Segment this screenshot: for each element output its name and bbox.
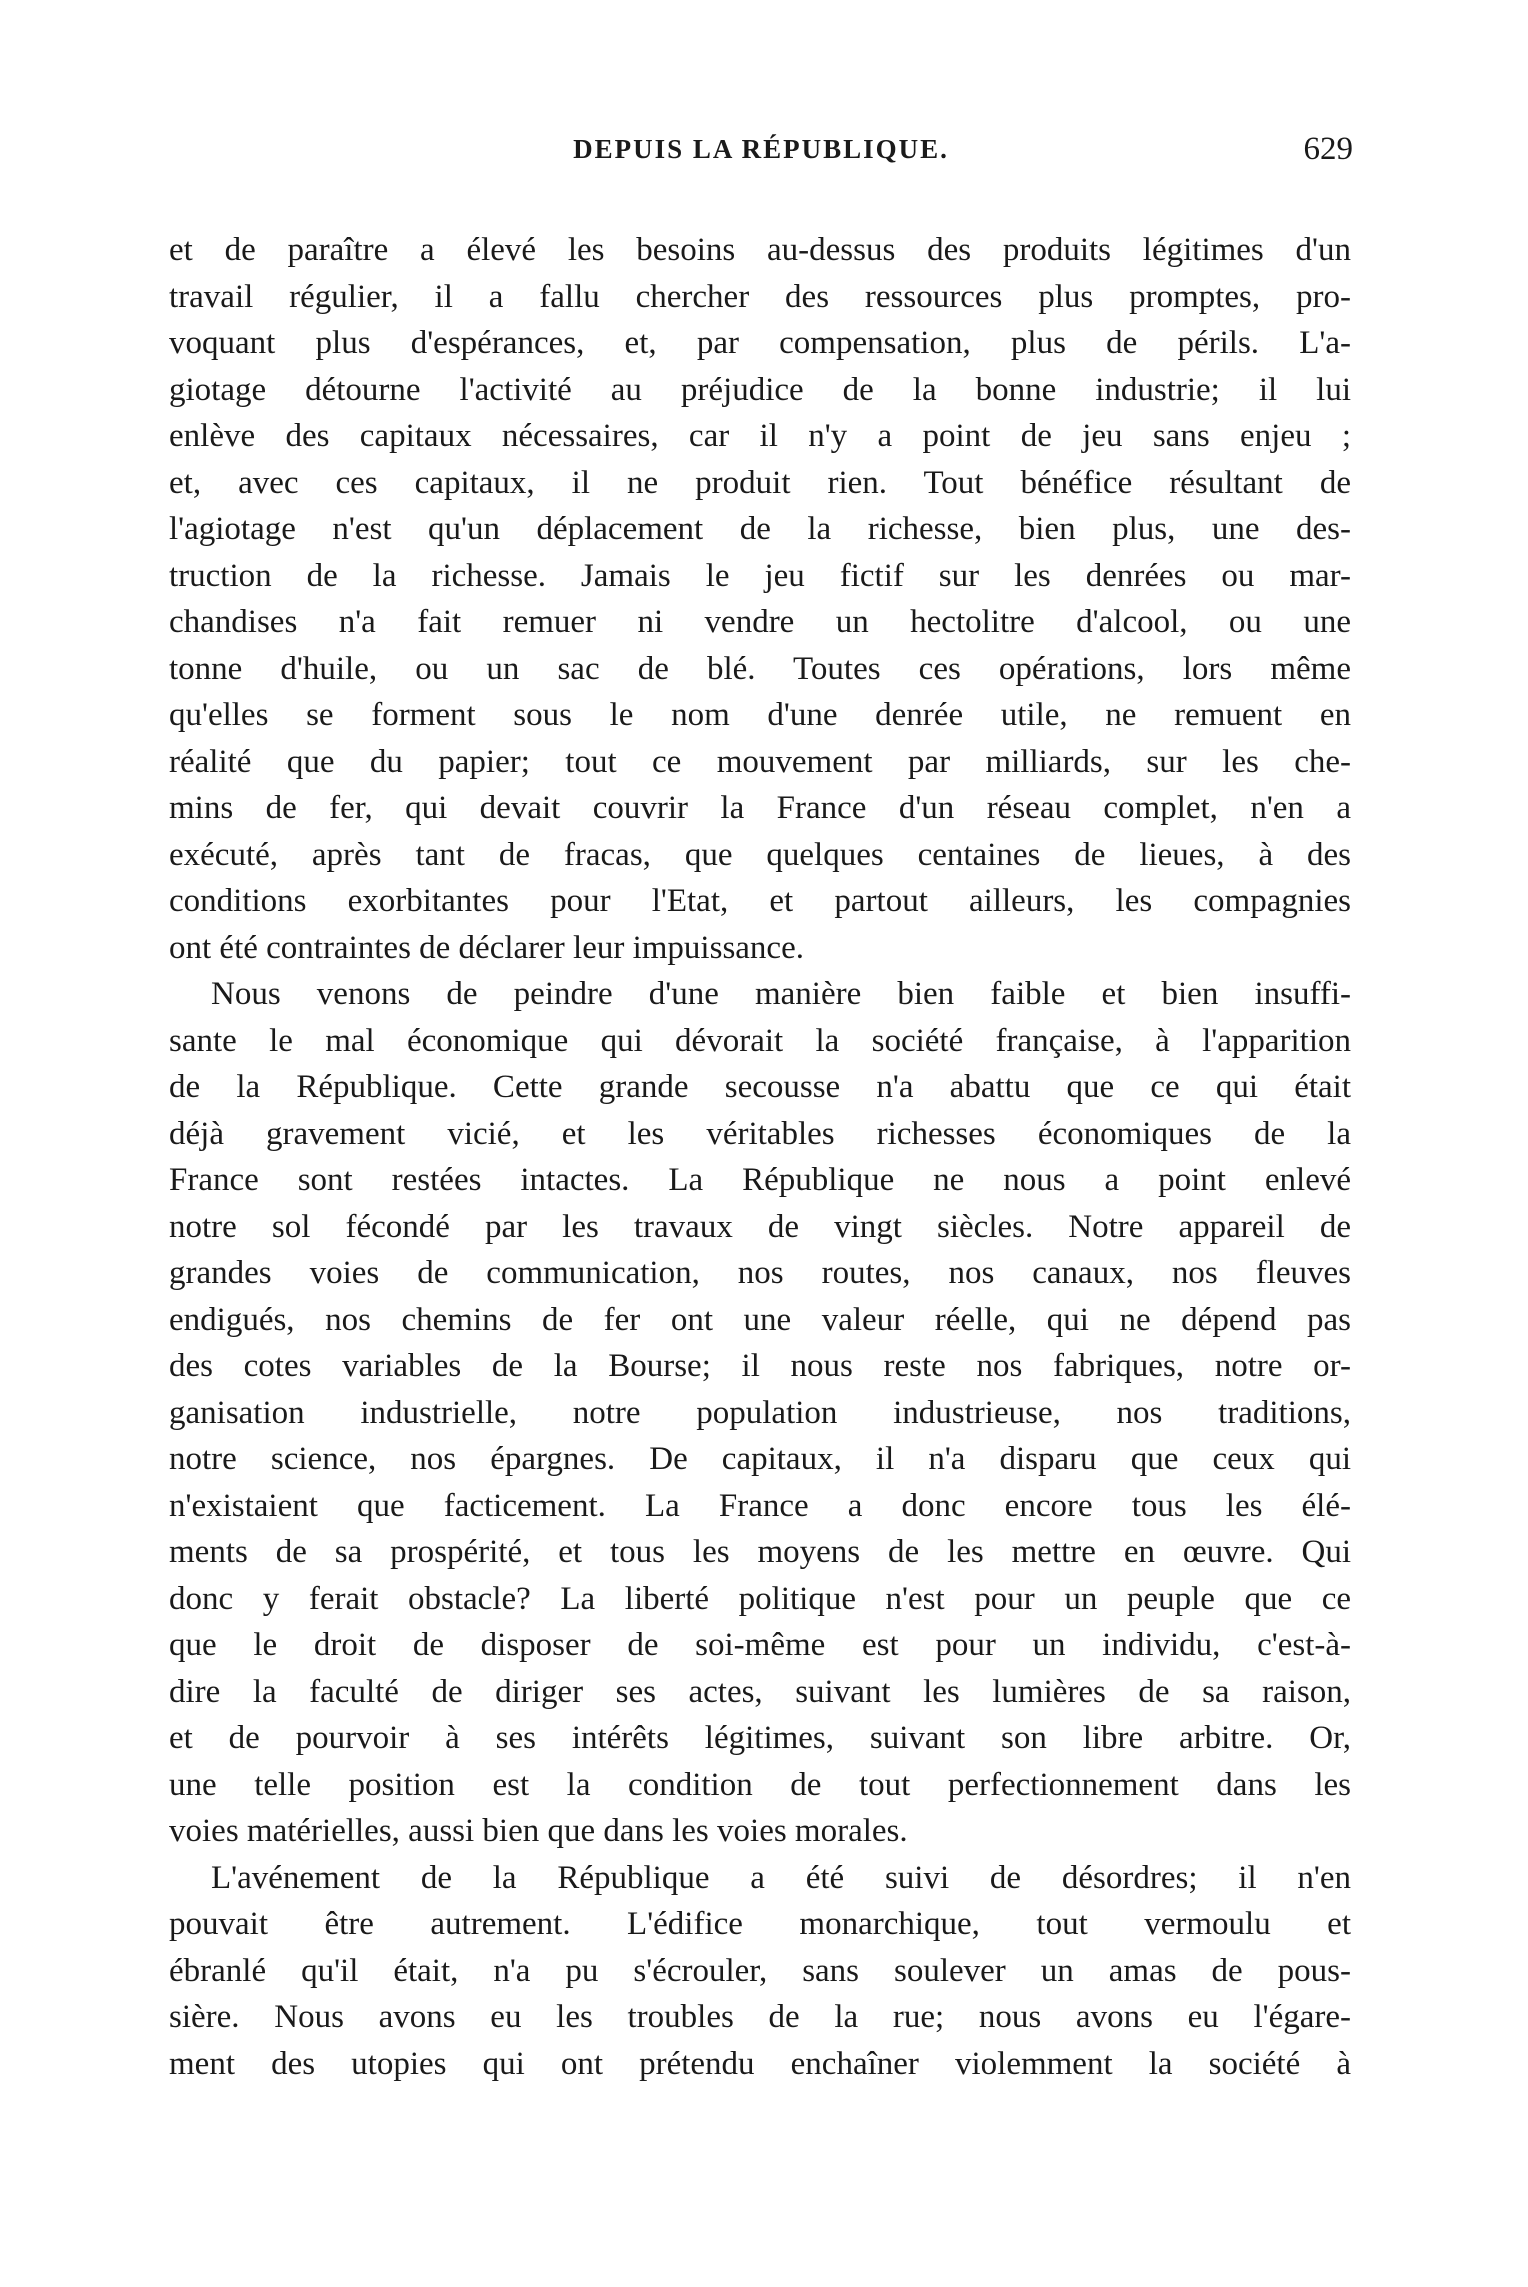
page-header — [169, 126, 1353, 172]
text-line: France sont restées intactes. La République ne nous a point enlevé — [169, 1162, 1351, 1198]
text-line: une telle position est la condition de tout perfectionnement dans les — [169, 1766, 1351, 1803]
page-number: 629 — [1303, 131, 1353, 167]
text-line: ments de sa prospérité, et tous les moyens de les mettre en œuvre. Qui — [169, 1534, 1351, 1570]
text-line: endigués, nos chemins de fer ont une valeur réelle, qui ne dépend pas — [169, 1301, 1351, 1338]
text-line: L'avénement de la République a été suivi de désordres; il n'en — [211, 1859, 1351, 1896]
text-line: mins de fer, qui devait couvrir la France d'un réseau complet, n'en a — [169, 790, 1351, 826]
text-line: ont été contraintes de déclarer leur impuissance. — [169, 929, 804, 966]
text-line: n'existaient que facticement. La France a donc encore tous les élé- — [169, 1487, 1351, 1524]
text-line: qu'elles se forment sous le nom d'une denrée utile, ne remuent en — [169, 697, 1351, 733]
text-line: de la République. Cette grande secousse n'a abattu que ce qui était — [169, 1069, 1351, 1105]
body-text — [169, 227, 1351, 2087]
text-line: l'agiotage n'est qu'un déplacement de la richesse, bien plus, une des- — [169, 511, 1351, 547]
text-line: ment des utopies qui ont prétendu enchaîner violemment la société à — [169, 2045, 1351, 2082]
text-line: exécuté, après tant de fracas, que quelques centaines de lieues, à des — [169, 836, 1351, 873]
text-line: notre sol fécondé par les travaux de vingt siècles. Notre appareil de — [169, 1208, 1351, 1245]
text-line: voquant plus d'espérances, et, par compensation, plus de périls. L'a- — [169, 325, 1351, 361]
text-line: et, avec ces capitaux, il ne produit rien. Tout bénéfice résultant de — [169, 464, 1351, 501]
text-line: des cotes variables de la Bourse; il nous reste nos fabriques, notre or- — [169, 1348, 1351, 1384]
text-line: notre science, nos épargnes. De capitaux, il n'a disparu que ceux qui — [169, 1441, 1351, 1477]
text-line: et de pourvoir à ses intérêts légitimes, suivant son libre arbitre. Or, — [169, 1720, 1351, 1756]
text-line: tonne d'huile, ou un sac de blé. Toutes ces opérations, lors même — [169, 650, 1351, 687]
text-line: ébranlé qu'il était, n'a pu s'écrouler, sans soulever un amas de pous- — [169, 1952, 1351, 1989]
text-line: travail régulier, il a fallu chercher des ressources plus promptes, pro- — [169, 278, 1351, 315]
text-line: donc y ferait obstacle? La liberté politique n'est pour un peuple que ce — [169, 1580, 1351, 1617]
text-line: voies matérielles, aussi bien que dans les voies morales. — [169, 1813, 908, 1849]
text-line: truction de la richesse. Jamais le jeu fictif sur les denrées ou mar- — [169, 557, 1351, 594]
paragraph — [169, 227, 1351, 971]
text-line: pouvait être autrement. L'édifice monarchique, tout vermoulu et — [169, 1906, 1351, 1942]
text-line: ganisation industrielle, notre population industrieuse, nos traditions, — [169, 1394, 1351, 1431]
text-line: enlève des capitaux nécessaires, car il n'y a point de jeu sans enjeu ; — [169, 418, 1351, 454]
text-line: sante le mal économique qui dévorait la société française, à l'apparition — [169, 1022, 1351, 1059]
text-line: sière. Nous avons eu les troubles de la rue; nous avons eu l'égare- — [169, 1999, 1351, 2035]
text-line: grandes voies de communication, nos routes, nos canaux, nos fleuves — [169, 1255, 1351, 1291]
paragraph — [169, 971, 1351, 1855]
text-line: Nous venons de peindre d'une manière bien faible et bien insuffi- — [211, 976, 1351, 1012]
text-line: chandises n'a fait remuer ni vendre un hectolitre d'alcool, ou une — [169, 604, 1351, 640]
text-line: conditions exorbitantes pour l'Etat, et partout ailleurs, les compagnies — [169, 883, 1351, 919]
text-line: déjà gravement vicié, et les véritables richesses économiques de la — [169, 1115, 1351, 1152]
paragraph — [169, 1855, 1351, 2088]
text-line: réalité que du papier; tout ce mouvement par milliards, sur les che- — [169, 743, 1351, 780]
text-line: dire la faculté de diriger ses actes, suivant les lumières de sa raison, — [169, 1673, 1351, 1710]
text-line: que le droit de disposer de soi-même est pour un individu, c'est-à- — [169, 1627, 1351, 1663]
running-title: DEPUIS LA RÉPUBLIQUE. — [573, 134, 949, 164]
text-line: et de paraître a élevé les besoins au-dessus des produits légitimes d'un — [169, 232, 1351, 268]
text-line: giotage détourne l'activité au préjudice de la bonne industrie; il lui — [169, 371, 1351, 408]
